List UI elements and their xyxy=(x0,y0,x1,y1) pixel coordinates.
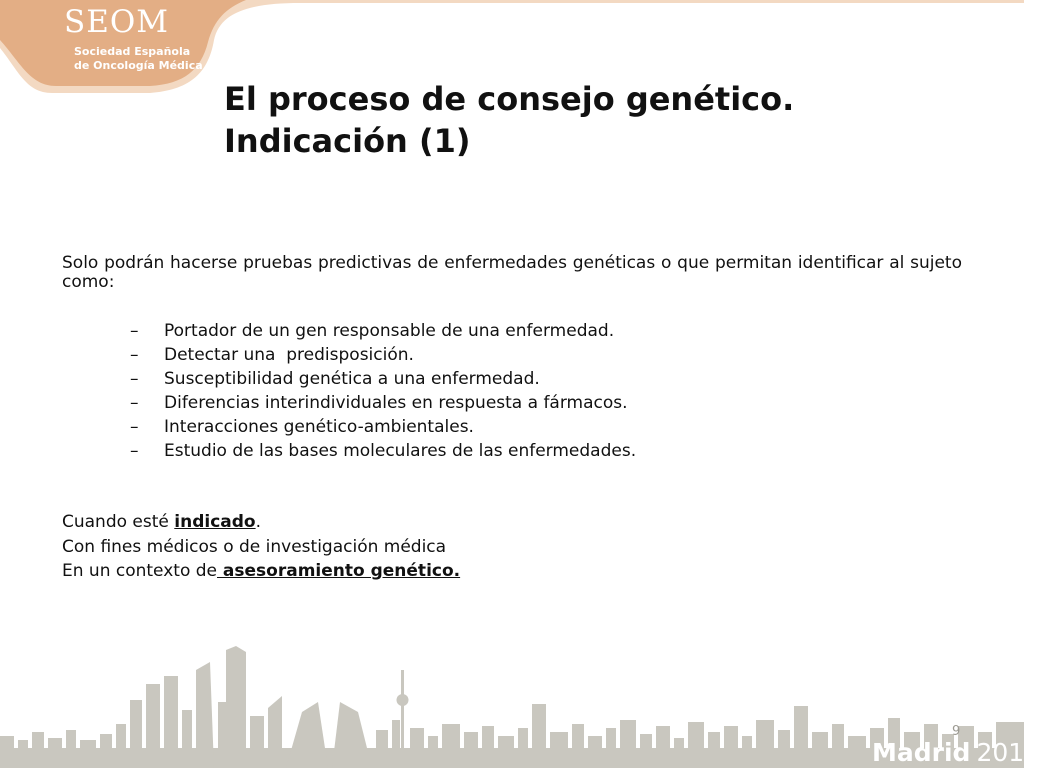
closing-line-2: Con fines médicos o de investigación médica xyxy=(62,536,447,557)
list-item xyxy=(130,319,950,343)
bullet-dash: – xyxy=(130,441,139,461)
bullet-dash: – xyxy=(130,369,139,389)
event-logo xyxy=(872,738,1040,767)
closing-line-3-prefix: En un contexto de xyxy=(62,561,218,581)
seom-logo-text: SEOM xyxy=(64,4,170,40)
madrid-skyline-graphic xyxy=(0,640,1024,768)
bullet-dash: – xyxy=(130,321,139,341)
list-item xyxy=(130,343,950,367)
closing-line-3 xyxy=(62,559,962,584)
slide-title-line1: El proceso de consejo genético. xyxy=(224,80,795,118)
event-year: 2010 xyxy=(976,738,1040,767)
bullet-text: Diferencias interindividuales en respuesta a fármacos. xyxy=(164,393,628,413)
bullet-text: Detectar una predisposición. xyxy=(164,345,414,365)
bullet-text: Portador de un gen responsable de una enfermedad. xyxy=(164,321,615,341)
list-item xyxy=(130,415,950,439)
list-item xyxy=(130,439,950,463)
indicado-emphasis: indicado xyxy=(174,512,256,532)
closing-line-1-prefix: Cuando esté xyxy=(62,512,175,532)
closing-block xyxy=(62,510,962,584)
slide-title-line2: Indicación (1) xyxy=(224,122,471,160)
seom-subtitle-line1: Sociedad Española xyxy=(74,45,191,58)
bullet-list xyxy=(130,319,950,463)
bullet-dash: – xyxy=(130,417,139,437)
seom-subtitle-line2: de Oncología Médica xyxy=(74,59,203,72)
bullet-text: Interacciones genético-ambientales. xyxy=(164,417,474,437)
closing-line-1 xyxy=(62,510,962,535)
slide-title xyxy=(224,78,984,162)
bullet-dash: – xyxy=(130,345,139,365)
list-item xyxy=(130,391,950,415)
asesoramiento-emphasis: asesoramiento genético. xyxy=(217,561,461,581)
list-item xyxy=(130,367,950,391)
event-city: Madrid xyxy=(872,738,971,767)
bullet-text: Susceptibilidad genética a una enfermedad. xyxy=(164,369,540,389)
page-number: 9 xyxy=(952,724,961,739)
bullet-dash: – xyxy=(130,393,139,413)
intro-paragraph: Solo podrán hacerse pruebas predictivas de enfermedades genéticas o que permitan identificar al sujeto como: xyxy=(62,253,962,292)
bullet-text: Estudio de las bases moleculares de las enfermedades. xyxy=(164,441,637,461)
closing-line-1-suffix: . xyxy=(255,512,262,532)
